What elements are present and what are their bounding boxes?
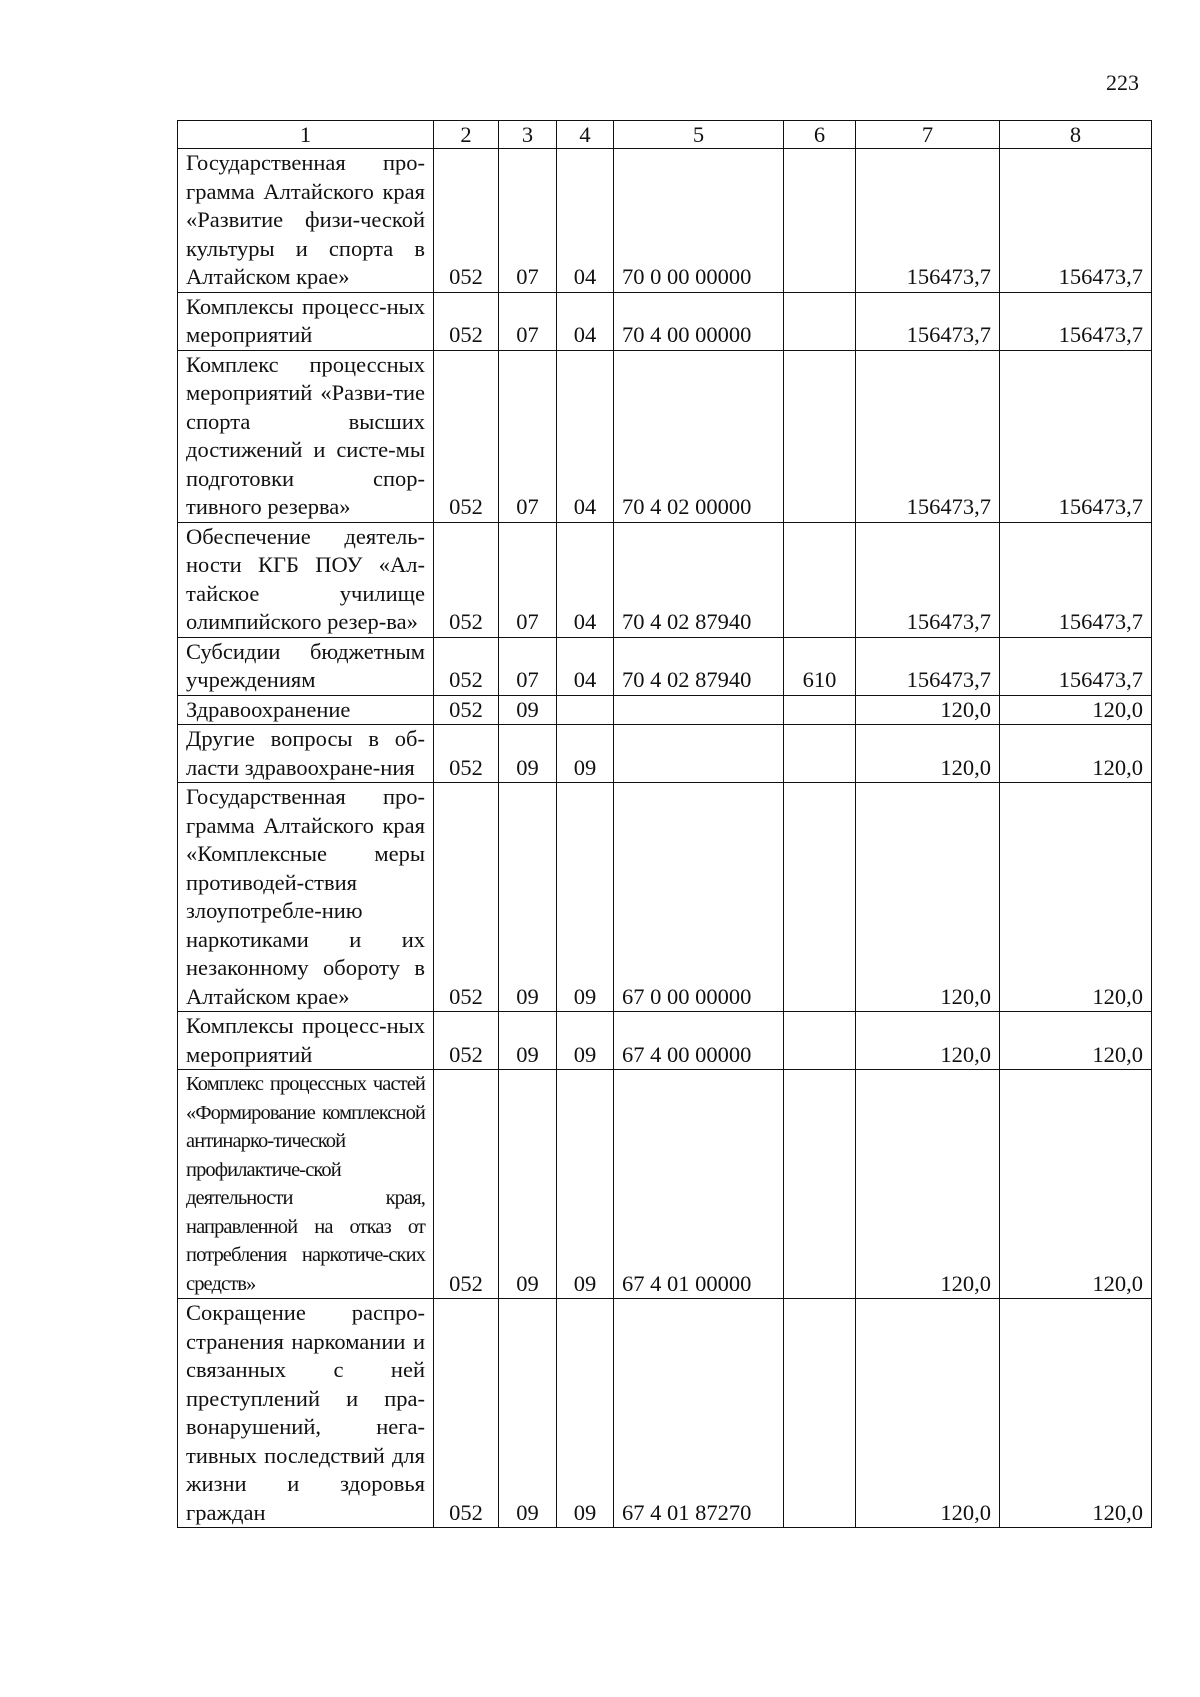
row-name: Субсидии бюджетным учреждениям	[178, 637, 434, 695]
row-sum-1: 156473,7	[856, 292, 1000, 350]
row-code: 052	[434, 783, 499, 1012]
table-row	[178, 292, 1152, 350]
row-code: 052	[434, 725, 499, 783]
row-sum-1: 120,0	[856, 1012, 1000, 1070]
row-expense-type	[784, 1012, 856, 1070]
row-expense-type	[784, 292, 856, 350]
row-sum-2: 156473,7	[1000, 292, 1152, 350]
row-subsection: 04	[557, 522, 614, 637]
row-expense-type	[784, 350, 856, 522]
column-header-1: 1	[178, 121, 434, 149]
row-target-article: 70 4 02 00000	[614, 350, 784, 522]
row-sum-1: 120,0	[856, 695, 1000, 725]
page-number: 223	[1106, 70, 1139, 95]
row-section: 07	[499, 350, 557, 522]
row-expense-type	[784, 522, 856, 637]
row-sum-2: 120,0	[1000, 695, 1152, 725]
row-target-article: 67 4 01 87270	[614, 1299, 784, 1528]
row-expense-type	[784, 1070, 856, 1299]
row-subsection: 09	[557, 1299, 614, 1528]
column-header-7: 7	[856, 121, 1000, 149]
row-code: 052	[434, 292, 499, 350]
row-code: 052	[434, 350, 499, 522]
table-row	[178, 1012, 1152, 1070]
row-name: Государственная про-грамма Алтайского края «Развитие физи-ческой культуры и спорта в Алтайском крае»	[178, 149, 434, 293]
row-sum-2: 156473,7	[1000, 149, 1152, 293]
column-header-8: 8	[1000, 121, 1152, 149]
table-row	[178, 522, 1152, 637]
row-name: Другие вопросы в об-ласти здравоохране-ния	[178, 725, 434, 783]
table-row	[178, 149, 1152, 293]
row-section: 07	[499, 292, 557, 350]
table-row	[178, 1070, 1152, 1299]
column-header-3: 3	[499, 121, 557, 149]
column-header-5: 5	[614, 121, 784, 149]
row-sum-2: 156473,7	[1000, 637, 1152, 695]
row-name: Комплексы процесс-ных мероприятий	[178, 292, 434, 350]
budget-table	[177, 120, 1152, 1528]
row-subsection: 04	[557, 292, 614, 350]
row-subsection: 04	[557, 637, 614, 695]
row-expense-type	[784, 725, 856, 783]
row-name: Сокращение распро-странения наркомании и связанных с ней преступлений и пра-вонарушений, нега-тивных последствий для жизни и здоровья граждан	[178, 1299, 434, 1528]
row-sum-2: 120,0	[1000, 1012, 1152, 1070]
row-subsection: 09	[557, 725, 614, 783]
row-expense-type	[784, 695, 856, 725]
row-code: 052	[434, 1070, 499, 1299]
row-sum-2: 120,0	[1000, 1070, 1152, 1299]
table-row	[178, 725, 1152, 783]
row-section: 07	[499, 637, 557, 695]
row-target-article: 67 0 00 00000	[614, 783, 784, 1012]
row-section: 07	[499, 149, 557, 293]
row-target-article: 67 4 01 00000	[614, 1070, 784, 1299]
row-sum-1: 120,0	[856, 725, 1000, 783]
row-subsection	[557, 695, 614, 725]
row-expense-type	[784, 783, 856, 1012]
row-code: 052	[434, 1299, 499, 1528]
row-subsection: 09	[557, 1070, 614, 1299]
row-subsection: 09	[557, 783, 614, 1012]
header-row	[178, 121, 1152, 149]
row-sum-1: 156473,7	[856, 350, 1000, 522]
row-target-article: 70 4 00 00000	[614, 292, 784, 350]
row-sum-1: 156473,7	[856, 522, 1000, 637]
table-row	[178, 1299, 1152, 1528]
row-target-article: 70 4 02 87940	[614, 637, 784, 695]
row-section: 07	[499, 522, 557, 637]
row-section: 09	[499, 1070, 557, 1299]
row-target-article: 70 4 02 87940	[614, 522, 784, 637]
row-target-article	[614, 725, 784, 783]
row-sum-1: 120,0	[856, 783, 1000, 1012]
row-code: 052	[434, 1012, 499, 1070]
row-sum-2: 156473,7	[1000, 522, 1152, 637]
row-name: Комплекс процессных частей «Формирование комплексной антинарко-тической профилактиче-ской деятельности края, направленной на отказ от потребления наркотиче-ских средств»	[178, 1070, 434, 1299]
column-header-4: 4	[557, 121, 614, 149]
row-sum-1: 156473,7	[856, 637, 1000, 695]
row-subsection: 04	[557, 350, 614, 522]
row-name: Обеспечение деятель-ности КГБ ПОУ «Ал-тайское училище олимпийского резер-ва»	[178, 522, 434, 637]
table-body	[178, 149, 1152, 1528]
row-expense-type	[784, 1299, 856, 1528]
column-header-6: 6	[784, 121, 856, 149]
table-row	[178, 637, 1152, 695]
table-row	[178, 783, 1152, 1012]
table-row	[178, 695, 1152, 725]
table-header	[178, 121, 1152, 149]
row-sum-2: 120,0	[1000, 783, 1152, 1012]
row-section: 09	[499, 1012, 557, 1070]
row-sum-2: 120,0	[1000, 1299, 1152, 1528]
row-target-article: 67 4 00 00000	[614, 1012, 784, 1070]
row-code: 052	[434, 637, 499, 695]
row-sum-2: 120,0	[1000, 725, 1152, 783]
row-sum-1: 156473,7	[856, 149, 1000, 293]
row-name: Государственная про-грамма Алтайского края «Комплексные меры противодей-ствия злоупотребле-нию наркотиками и их незаконному обороту в Алтайском крае»	[178, 783, 434, 1012]
row-section: 09	[499, 725, 557, 783]
row-target-article: 70 0 00 00000	[614, 149, 784, 293]
row-name: Комплексы процесс-ных мероприятий	[178, 1012, 434, 1070]
row-section: 09	[499, 695, 557, 725]
row-section: 09	[499, 1299, 557, 1528]
row-target-article	[614, 695, 784, 725]
row-code: 052	[434, 522, 499, 637]
row-sum-1: 120,0	[856, 1299, 1000, 1528]
row-sum-2: 156473,7	[1000, 350, 1152, 522]
row-name: Комплекс процессных мероприятий «Разви-тие спорта высших достижений и систе-мы подготовки спор-тивного резерва»	[178, 350, 434, 522]
column-header-2: 2	[434, 121, 499, 149]
row-subsection: 09	[557, 1012, 614, 1070]
row-expense-type	[784, 149, 856, 293]
row-code: 052	[434, 149, 499, 293]
table-row	[178, 350, 1152, 522]
row-name: Здравоохранение	[178, 695, 434, 725]
row-section: 09	[499, 783, 557, 1012]
row-expense-type: 610	[784, 637, 856, 695]
row-subsection: 04	[557, 149, 614, 293]
row-code: 052	[434, 695, 499, 725]
row-sum-1: 120,0	[856, 1070, 1000, 1299]
